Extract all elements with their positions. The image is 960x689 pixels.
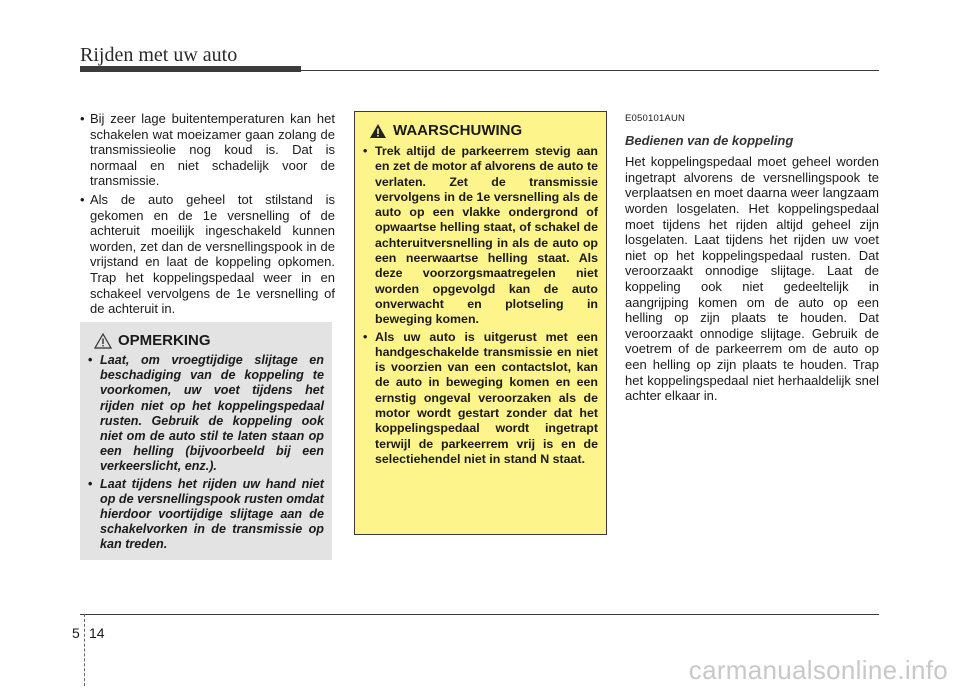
list-item: • Laat, om vroegtijdige slijtage en beschadiging van de koppeling te voorkomen, uw voet tijdens het rijden niet op het koppelingspedaal rusten. Gebruik de koppeling ook niet om de auto stil te laten staan op een helling (bijvoorbeeld bij een verkeerslicht, enz.). — [88, 353, 324, 475]
chapter-number: 5 — [72, 625, 80, 641]
header-rule-thin — [301, 70, 879, 71]
list-item: • Als de auto geheel tot stilstand is gekomen en de 1e versnelling of de achteruit moeilijk ingeschakeld kunnen worden, zet dan de versnellingspook in de vrijstand en laat de koppeling opkomen. Trap het koppelingspedaal weer in en schakeel vervolgens de 1e versnelling of de achteruit in. — [80, 192, 335, 317]
list-item: • Bij zeer lage buitentemperaturen kan het schakelen wat moeizamer gaan zolang de transmissieolie nog koud is. Dat is normaal en niet schadelijk voor de transmissie. — [80, 111, 335, 189]
page-number: 14 — [89, 625, 105, 641]
warning-list — [363, 144, 598, 467]
footer-rule — [80, 614, 879, 615]
warning-title: WAARSCHUWING — [393, 122, 523, 139]
left-column — [80, 111, 335, 320]
note-heading — [88, 332, 324, 349]
note-list — [88, 353, 324, 553]
footer-divider — [84, 614, 85, 686]
note-box — [80, 322, 332, 560]
list-item: • Als uw auto is uitgerust met een handgeschakelde transmissie en niet is voorzien van een contactslot, kan de auto in beweging komen en een ernstig ongeval veroorzaken als de motor wordt gestart zonder dat het koppelingspedaal wordt ingetrapt terwijl de parkeerrem vrij is en de selectiehendel niet in stand N staat. — [363, 330, 598, 468]
note-title: OPMERKING — [118, 332, 211, 349]
list-item: • Trek altijd de parkeerrem stevig aan en zet de motor af alvorens de auto te verlaten. Zet de transmissie vervolgens in de 1e versnelling als de auto op een vlakke ondergrond of opwaartse helling staat, of schakel de achteruitversnelling in als de auto op een neerwaartse helling staat. Als deze voorzorgsmaatregelen niet worden opgevolgd kan de auto onverwacht en plotseling in beweging komen. — [363, 144, 598, 328]
warning-filled-triangle-icon — [369, 123, 387, 139]
right-column — [625, 111, 879, 404]
list-item: • Laat tijdens het rijden uw hand niet op de versnellingspook rusten omdat hierdoor voortijdige slijtage aan de schakelvorken in de transmissie op kan treden. — [88, 477, 324, 553]
warning-box — [354, 111, 607, 535]
section-code: E050101AUN — [625, 113, 686, 124]
caution-outline-triangle-icon — [94, 333, 112, 349]
page-title: Rijden met uw auto — [80, 44, 238, 66]
section-heading: Bedienen van de koppeling — [625, 132, 794, 148]
section-body: Het koppelingspedaal moet geheel worden ingetrapt alvorens de versnellingspook te verplaatsen en moet daarna weer langzaam worden losgelaten. Het koppelingspedaal moet tijdens het rijden altijd geheel zijn losgelaten. Laat tijdens het rijden uw voet niet op het koppelingspedaal rusten. Dat veroorzaakt onnodige slijtage. Laat de koppeling ook niet gedeeltelijk in aangrijping komen om de auto op een helling op zijn plaats te houden. Dat veroorzaakt onnodige slijtage. Gebruik de voetrem of de parkeerrem om de auto op een helling op zijn plaats te houden. Trap het koppelingspedaal niet herhaaldelijk snel achter elkaar in. — [625, 154, 879, 404]
warning-heading — [363, 122, 598, 139]
header-rule-thick — [80, 66, 301, 72]
watermark: carmanualsonline.info — [688, 655, 948, 685]
left-bullet-list — [80, 111, 335, 317]
